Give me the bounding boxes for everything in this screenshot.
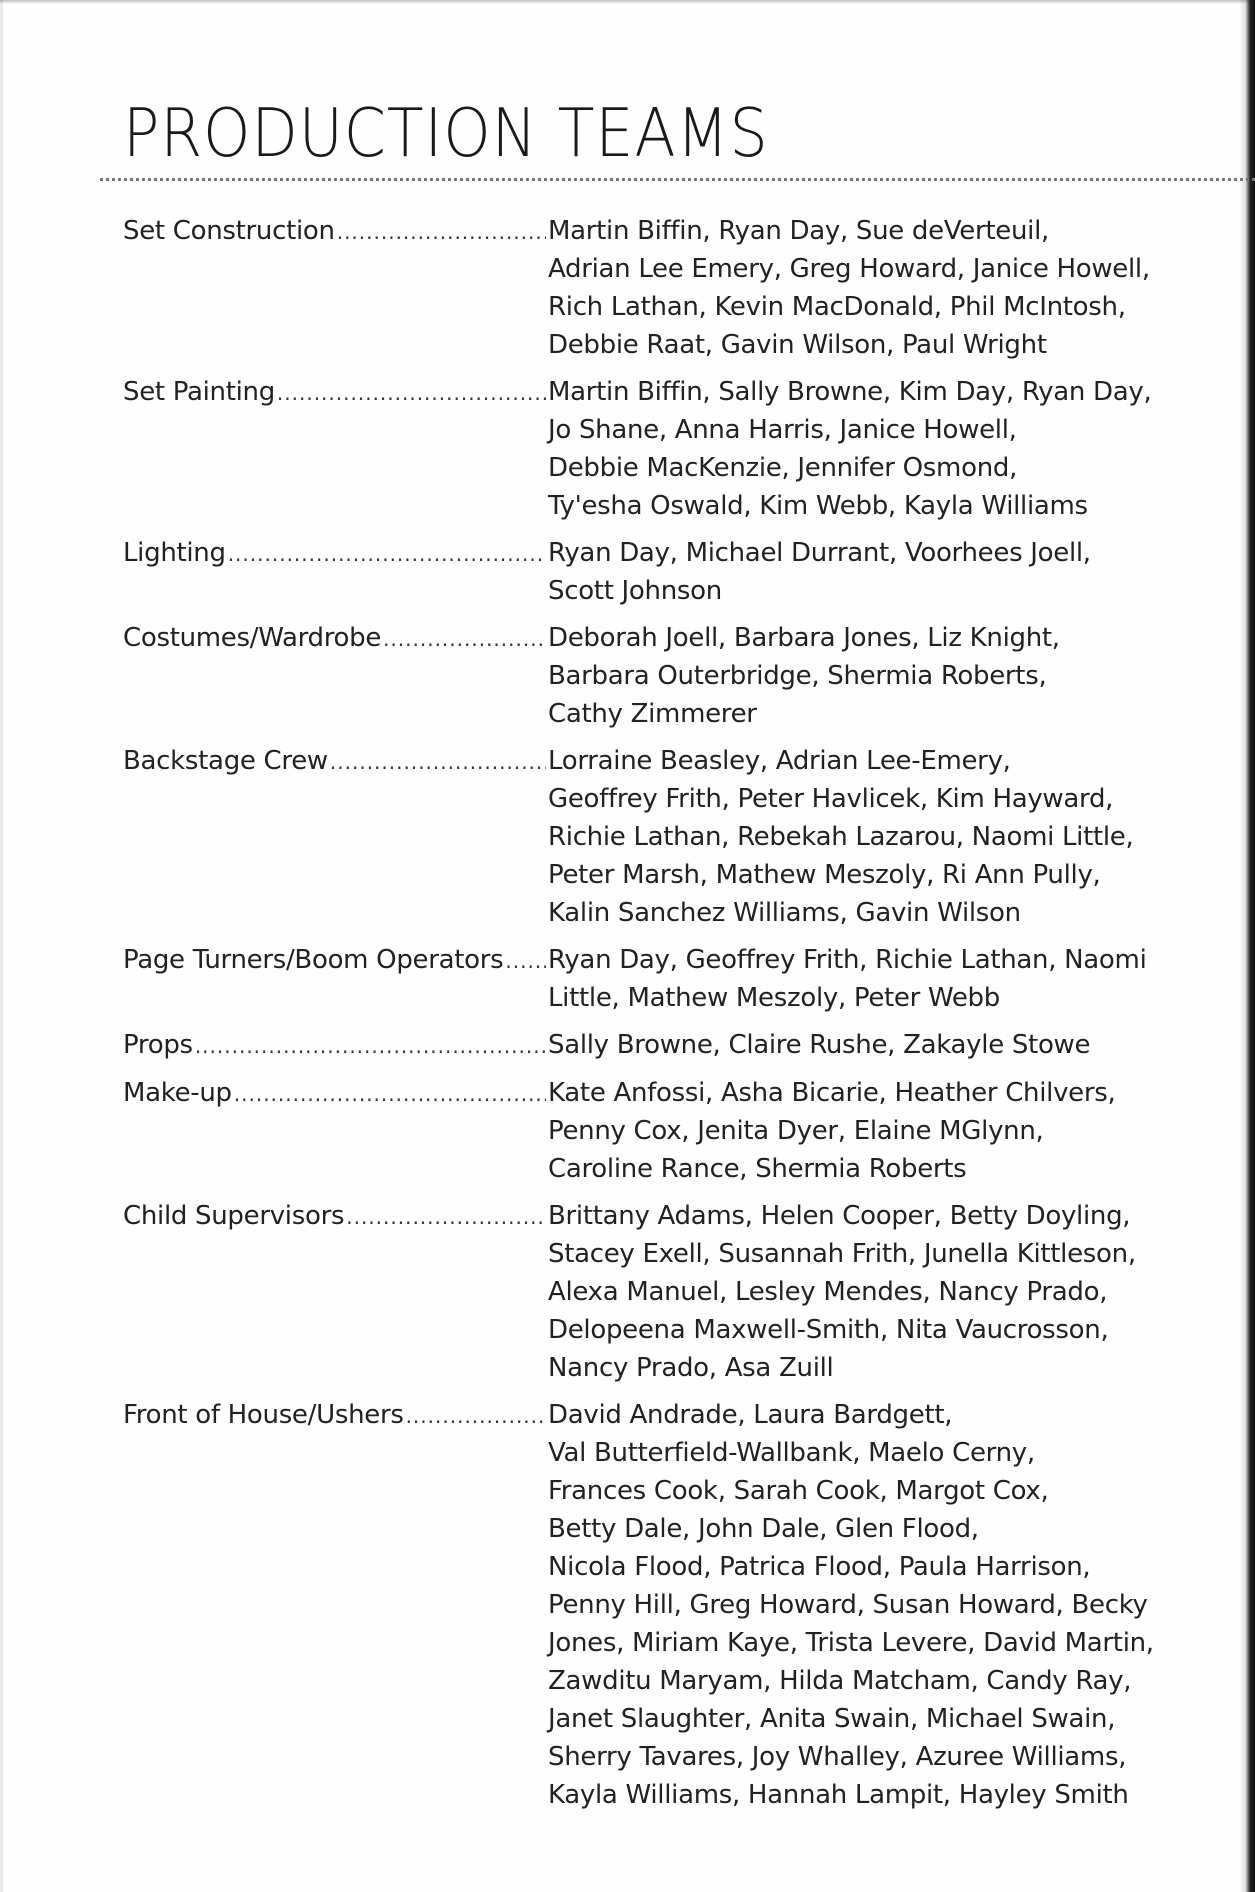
- team-members-line: Debbie MacKenzie, Jennifer Osmond,: [548, 453, 1018, 483]
- team-members-line: Caroline Rance, Shermia Roberts: [548, 1154, 967, 1184]
- team-members-line: Nancy Prado, Asa Zuill: [548, 1353, 834, 1383]
- dot-leader: [330, 743, 546, 781]
- dot-leader: [337, 213, 546, 251]
- team-members: [546, 373, 1163, 525]
- team-members-line: Alexa Manuel, Lesley Mendes, Nancy Prado,: [548, 1277, 1108, 1307]
- team-members-line: Ryan Day, Michael Durrant, Voorhees Joell,: [548, 538, 1091, 568]
- team-members: [546, 742, 1163, 932]
- team-entry: [123, 212, 1163, 364]
- title-dotted-rule: [100, 178, 1255, 181]
- scan-top-edge: [0, 0, 1255, 4]
- team-members-line: Penny Hill, Greg Howard, Susan Howard, Becky: [548, 1590, 1148, 1620]
- team-members: [546, 1396, 1163, 1814]
- team-role-label: Lighting: [123, 538, 226, 568]
- team-role-label: Props: [123, 1030, 193, 1060]
- team-members-line: Ryan Day, Geoffrey Frith, Richie Lathan, Naomi: [548, 945, 1147, 975]
- team-members: [546, 1026, 1163, 1064]
- team-members-line: Rich Lathan, Kevin MacDonald, Phil McIntosh,: [548, 292, 1126, 322]
- production-teams-list: [123, 212, 1163, 1823]
- dot-leader: [195, 1027, 546, 1065]
- team-role: [123, 212, 546, 251]
- team-entry: [123, 1396, 1163, 1814]
- dot-leader: [383, 620, 546, 658]
- team-role: [123, 1396, 546, 1435]
- page-title: PRODUCTION TEAMS: [123, 94, 769, 172]
- team-members-line: Sally Browne, Claire Rushe, Zakayle Stowe: [548, 1030, 1091, 1060]
- team-members-line: Peter Marsh, Mathew Meszoly, Ri Ann Pully,: [548, 860, 1101, 890]
- team-entry: [123, 619, 1163, 733]
- team-members-line: Kalin Sanchez Williams, Gavin Wilson: [548, 898, 1021, 928]
- team-members-line: Debbie Raat, Gavin Wilson, Paul Wright: [548, 330, 1047, 360]
- team-entry: [123, 941, 1163, 1017]
- team-members-line: Ty'esha Oswald, Kim Webb, Kayla Williams: [548, 491, 1088, 521]
- team-members-line: Jo Shane, Anna Harris, Janice Howell,: [548, 415, 1017, 445]
- team-members-line: Frances Cook, Sarah Cook, Margot Cox,: [548, 1476, 1049, 1506]
- scan-left-edge: [0, 0, 3, 1892]
- team-members: [546, 534, 1163, 610]
- team-members-line: Deborah Joell, Barbara Jones, Liz Knight,: [548, 623, 1060, 653]
- dot-leader: [277, 374, 546, 412]
- team-members-line: Brittany Adams, Helen Cooper, Betty Doyling,: [548, 1201, 1131, 1231]
- team-role: [123, 742, 546, 781]
- team-role: [123, 1197, 546, 1236]
- team-members-line: Delopeena Maxwell-Smith, Nita Vaucrosson,: [548, 1315, 1109, 1345]
- team-members-line: Nicola Flood, Patrica Flood, Paula Harrison,: [548, 1552, 1091, 1582]
- team-members-line: Lorraine Beasley, Adrian Lee-Emery,: [548, 746, 1011, 776]
- team-role: [123, 1074, 546, 1113]
- team-members-line: Stacey Exell, Susannah Frith, Junella Kittleson,: [548, 1239, 1136, 1269]
- team-role: [123, 619, 546, 658]
- dot-leader: [234, 1075, 546, 1113]
- team-role-label: Set Construction: [123, 216, 335, 246]
- team-role-label: Make-up: [123, 1078, 232, 1108]
- team-role-label: Front of House/Ushers: [123, 1400, 404, 1430]
- team-members: [546, 619, 1163, 733]
- dot-leader: [505, 942, 546, 980]
- team-members-line: Cathy Zimmerer: [548, 699, 757, 729]
- team-members-line: Penny Cox, Jenita Dyer, Elaine MGlynn,: [548, 1116, 1044, 1146]
- team-entry: [123, 1197, 1163, 1387]
- team-members-line: Adrian Lee Emery, Greg Howard, Janice Howell,: [548, 254, 1150, 284]
- team-members-line: Kate Anfossi, Asha Bicarie, Heather Chilvers,: [548, 1078, 1116, 1108]
- team-members-line: Janet Slaughter, Anita Swain, Michael Swain,: [548, 1704, 1116, 1734]
- team-members: [546, 212, 1163, 364]
- team-members-line: Betty Dale, John Dale, Glen Flood,: [548, 1514, 979, 1544]
- team-entry: [123, 1074, 1163, 1188]
- team-entry: [123, 373, 1163, 525]
- team-entry: [123, 742, 1163, 932]
- team-members-line: Jones, Miriam Kaye, Trista Levere, David Martin,: [548, 1628, 1154, 1658]
- team-members-line: Richie Lathan, Rebekah Lazarou, Naomi Little,: [548, 822, 1134, 852]
- team-members-line: Kayla Williams, Hannah Lampit, Hayley Smith: [548, 1780, 1129, 1810]
- team-role: [123, 373, 546, 412]
- team-members-line: Barbara Outerbridge, Shermia Roberts,: [548, 661, 1047, 691]
- team-members: [546, 941, 1163, 1017]
- team-members-line: Martin Biffin, Sally Browne, Kim Day, Ryan Day,: [548, 377, 1152, 407]
- dot-leader: [406, 1397, 546, 1435]
- team-role: [123, 534, 546, 573]
- team-members: [546, 1074, 1163, 1188]
- team-role-label: Page Turners/Boom Operators: [123, 945, 504, 975]
- binding-edge-shadow: [1239, 0, 1255, 1892]
- team-entry: [123, 1026, 1163, 1065]
- team-role: [123, 941, 546, 980]
- team-members-line: Sherry Tavares, Joy Whalley, Azuree Williams,: [548, 1742, 1127, 1772]
- team-role-label: Costumes/Wardrobe: [123, 623, 382, 653]
- team-members-line: Little, Mathew Meszoly, Peter Webb: [548, 983, 1000, 1013]
- team-members-line: Scott Johnson: [548, 576, 722, 606]
- team-members-line: Martin Biffin, Ryan Day, Sue deVerteuil,: [548, 216, 1049, 246]
- dot-leader: [228, 535, 546, 573]
- team-members-line: Val Butterfield-Wallbank, Maelo Cerny,: [548, 1438, 1035, 1468]
- dot-leader: [346, 1198, 546, 1236]
- team-role-label: Backstage Crew: [123, 746, 328, 776]
- team-entry: [123, 534, 1163, 610]
- team-members-line: Geoffrey Frith, Peter Havlicek, Kim Hayward,: [548, 784, 1114, 814]
- team-role: [123, 1026, 546, 1065]
- team-members: [546, 1197, 1163, 1387]
- team-role-label: Set Painting: [123, 377, 275, 407]
- team-role-label: Child Supervisors: [123, 1201, 345, 1231]
- team-members-line: David Andrade, Laura Bardgett,: [548, 1400, 953, 1430]
- team-members-line: Zawditu Maryam, Hilda Matcham, Candy Ray,: [548, 1666, 1132, 1696]
